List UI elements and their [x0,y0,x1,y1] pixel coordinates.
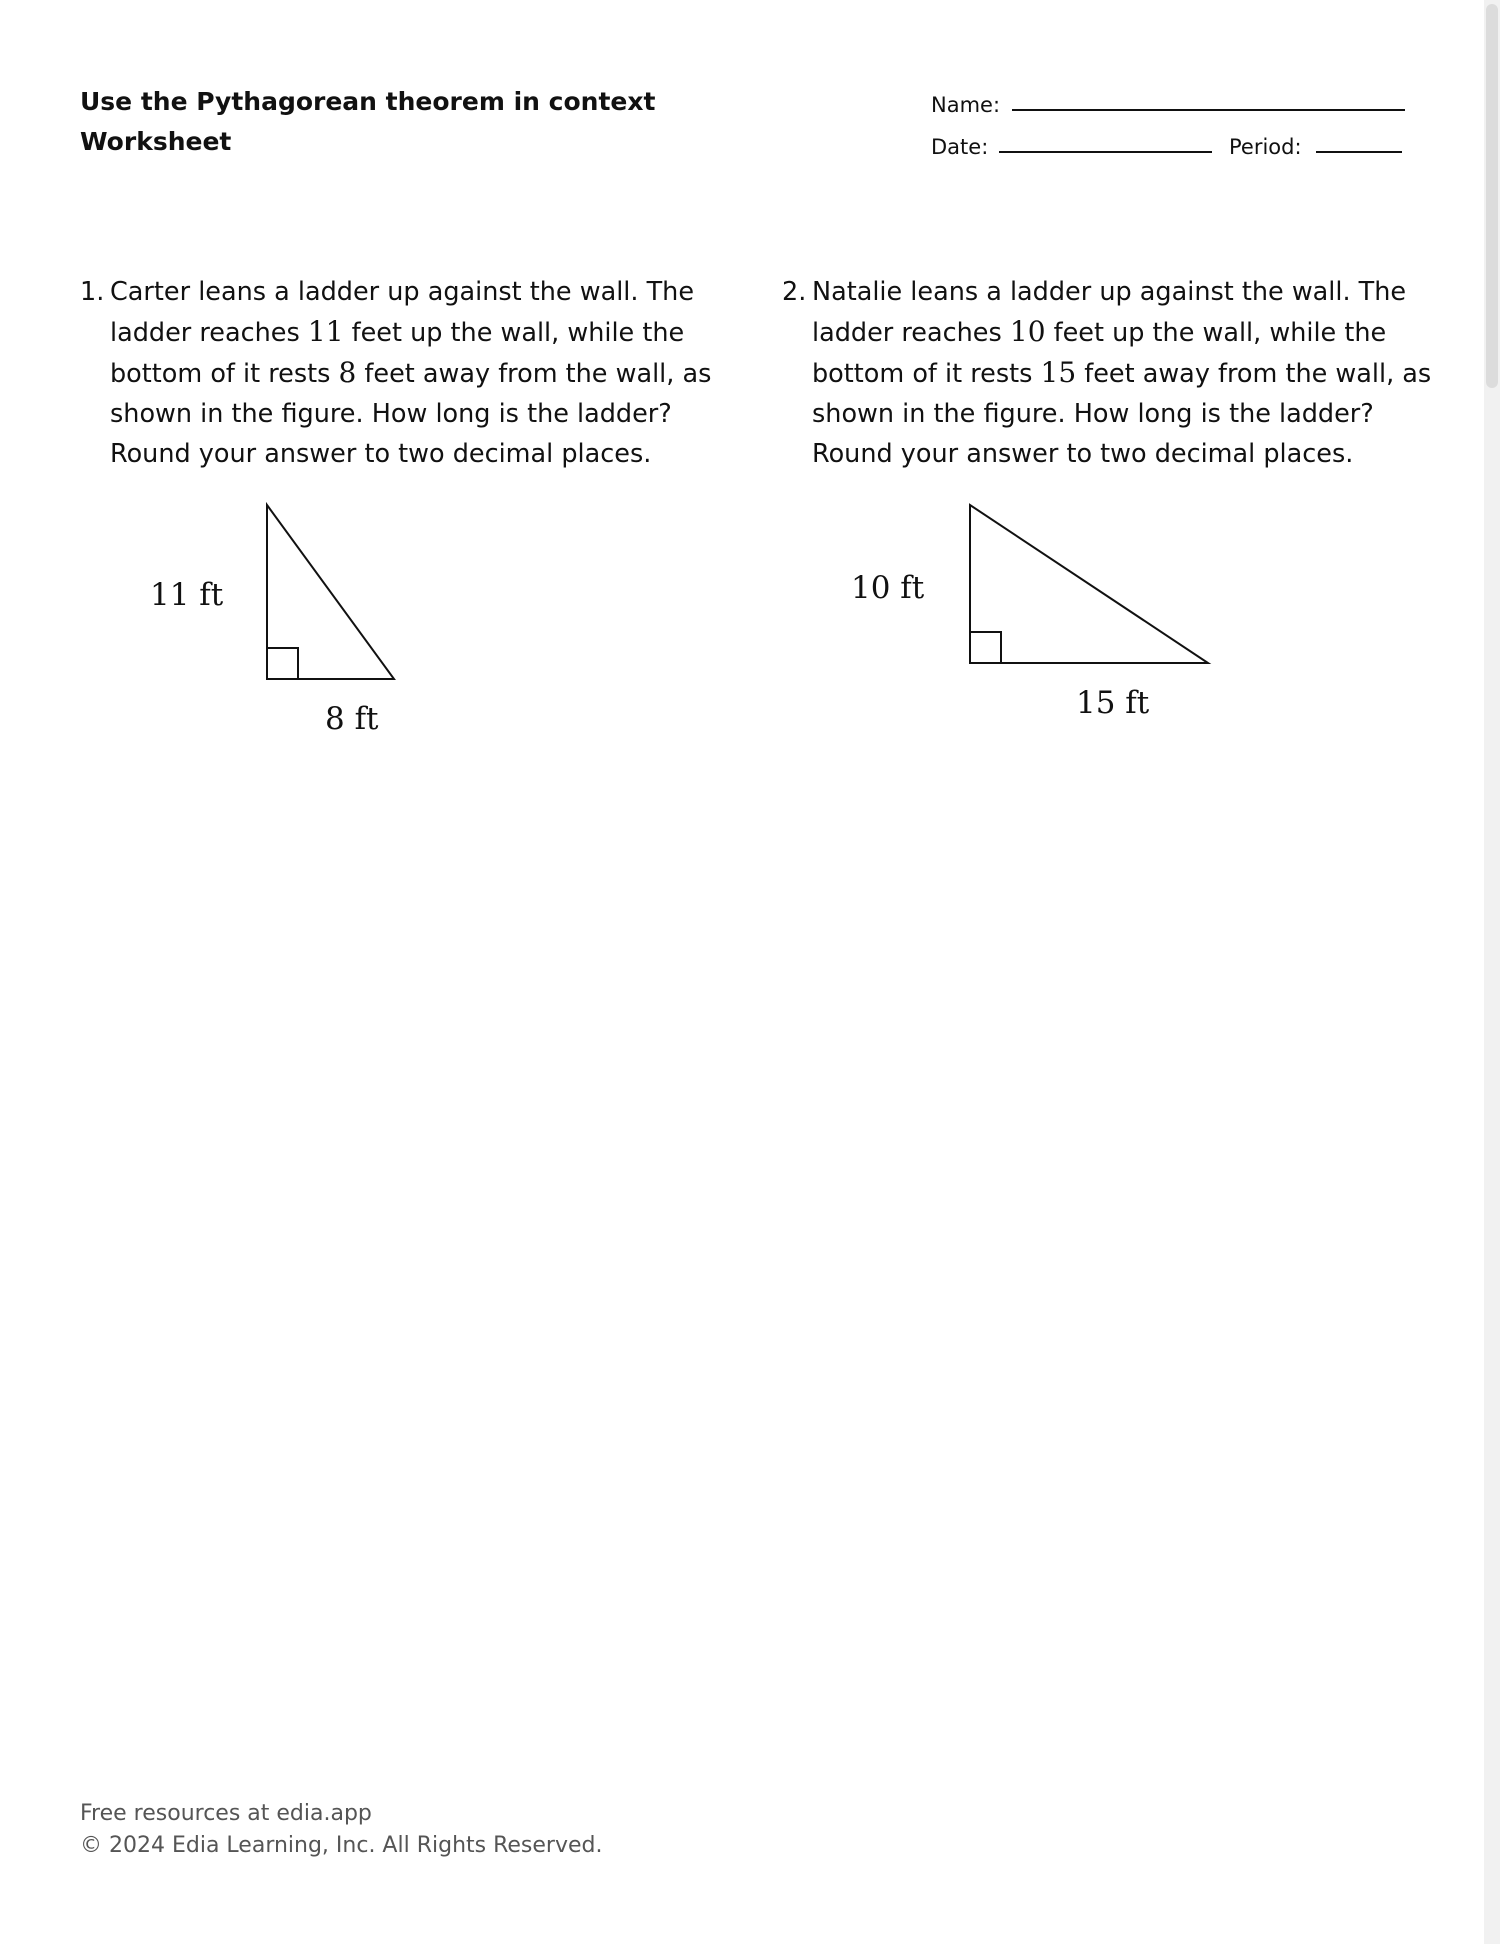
problem-line: Carter leans a ladder up against the wall. The [110,277,695,307]
problem-line-text: bottom of it rests [812,359,1041,389]
problem-line: Round your answer to two decimal places. [110,439,652,469]
problem-line-text: feet away from the wall, as [356,359,712,389]
problem-line: shown in the figure. How long is the ladder? [812,399,1374,429]
footer-copyright: © 2024 Edia Learning, Inc. All Rights Reserved. [80,1833,603,1858]
problem-line: Natalie leans a ladder up against the wall. The [812,277,1407,307]
base-label: 15 ft [1076,685,1150,721]
problem-line: Round your answer to two decimal places. [812,439,1354,469]
base-value: 8 [338,356,357,389]
triangle-figure-2 [760,0,1220,760]
problem-line-text: ladder reaches [812,318,1010,348]
period-label: Period: [1229,135,1302,159]
date-label: Date: [931,135,989,159]
right-triangle [970,505,1208,663]
name-label: Name: [931,93,1001,117]
problem-line-text: bottom of it rests [110,359,339,389]
problem-number: 2. [782,277,807,307]
problem-line-text: feet up the wall, while the [343,318,685,348]
vertical-scrollbar[interactable] [1484,0,1500,1944]
footer [80,1798,602,1862]
problem-line-text: feet away from the wall, as [1076,359,1432,389]
height-value: 11 [307,315,344,348]
scrollbar-thumb[interactable] [1486,4,1498,388]
triangle-figure-1 [0,0,450,760]
footer-resources: Free resources at edia.app [80,1801,372,1826]
base-label: 8 ft [325,701,379,737]
height-value: 10 [1009,315,1046,348]
height-label: 10 ft [851,570,925,606]
problem-number: 1. [80,277,105,307]
height-label: 11 ft [150,577,224,613]
problem-line: shown in the figure. How long is the ladder? [110,399,672,429]
problem-line-text: feet up the wall, while the [1045,318,1387,348]
problem-line-text: ladder reaches [110,318,308,348]
worksheet-title-line1: Use the Pythagorean theorem in context [80,87,656,116]
right-angle-marker [970,632,1001,663]
base-value: 15 [1040,356,1077,389]
worksheet-title-line2: Worksheet [80,127,232,156]
right-triangle [267,505,394,679]
period-field[interactable] [1316,151,1402,153]
right-angle-marker [267,648,298,679]
